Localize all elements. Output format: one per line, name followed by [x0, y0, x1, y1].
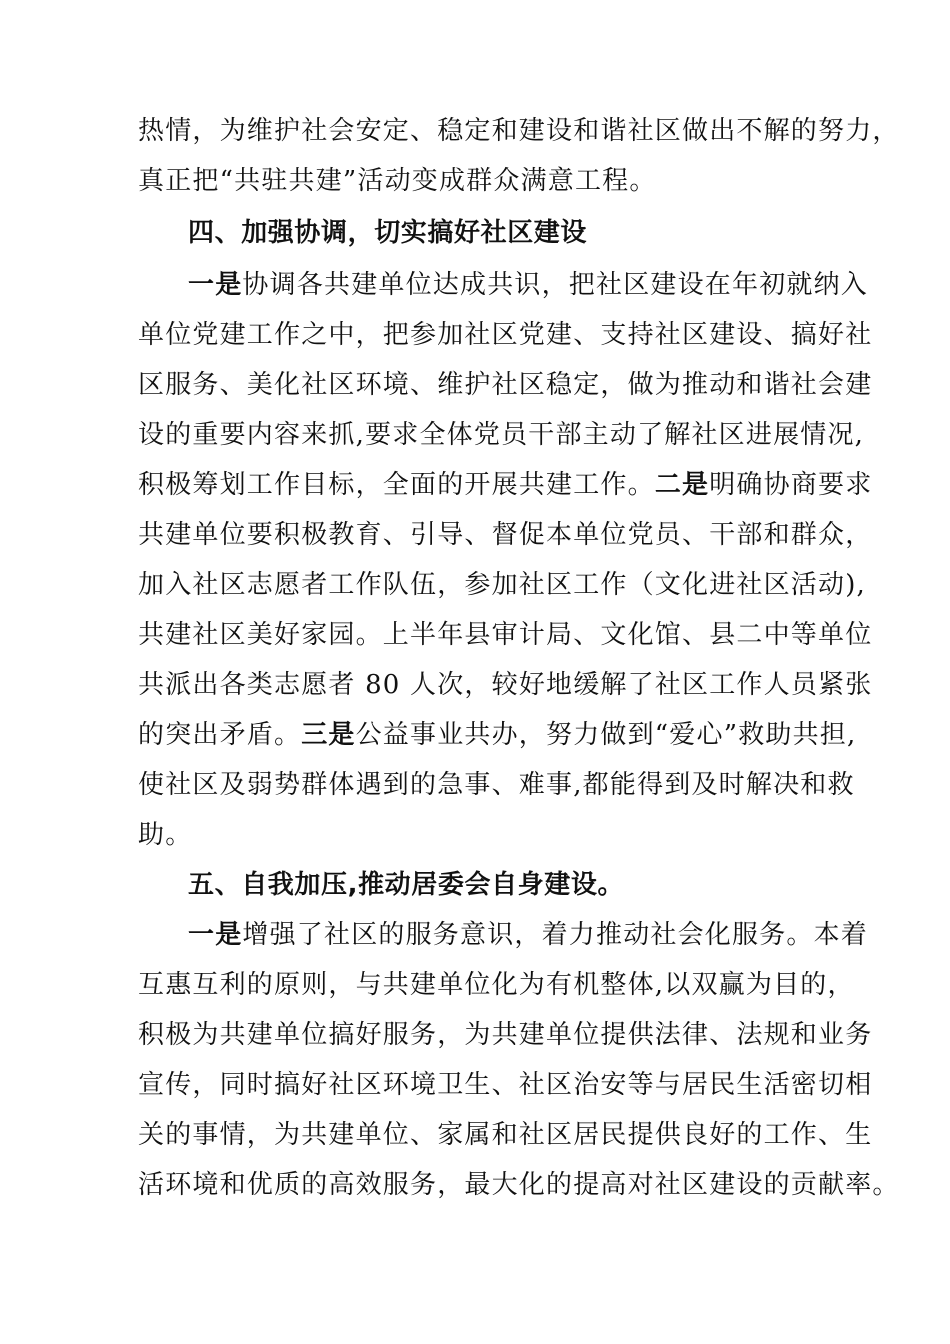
paragraph-line: 共建社区美好家园。上半年县审计局、文化馆、县二中等单位 — [138, 620, 873, 650]
paragraph-line: 互惠互利的原则，与共建单位化为有机整体,以双赢为目的， — [138, 970, 855, 1000]
paragraph-line: 加入社区志愿者工作队伍，参加社区工作（文化进社区活动), — [138, 570, 867, 600]
paragraph-line: 共建单位要积极教育、引导、督促本单位党员、干部和群众， — [138, 520, 873, 550]
paragraph-line: 积极为共建单位搞好服务，为共建单位提供法律、法规和业务 — [138, 1020, 873, 1050]
bold-lead: 一是 — [188, 920, 243, 950]
paragraph-line: 助。 — [138, 820, 193, 850]
bold-lead: 二是 — [654, 470, 710, 500]
paragraph-line — [188, 918, 869, 952]
section-heading: 五、自我加压,推动居委会自身建设。 — [188, 870, 625, 900]
paragraph-line — [138, 718, 857, 752]
paragraph-line — [138, 468, 873, 502]
paragraph-line — [188, 268, 869, 302]
line-text: 明确协商要求 — [709, 470, 873, 500]
paragraph-line: 宣传，同时搞好社区环境卫生、社区治安等与居民生活密切相 — [138, 1070, 873, 1100]
paragraph-line: 单位党建工作之中，把参加社区党建、支持社区建设、搞好社 — [138, 320, 873, 350]
line-text: 协调各共建单位达成共识，把社区建设在年初就纳入 — [242, 270, 869, 300]
paragraph-line: 关的事情，为共建单位、家属和社区居民提供良好的工作、生 — [138, 1120, 873, 1150]
bold-lead: 三是 — [301, 720, 356, 750]
line-text: 的突出矛盾。 — [138, 720, 302, 750]
paragraph-line: 活环境和优质的高效服务，最大化的提高对社区建设的贡献率。 — [138, 1170, 900, 1200]
line-text: 公益事业共办，努力做到“爱心”救助共担, — [355, 720, 857, 750]
paragraph-line: 使社区及弱势群体遇到的急事、难事,都能得到及时解决和救 — [138, 770, 855, 800]
line-text: 增强了社区的服务意识，着力推动社会化服务。本着 — [242, 920, 869, 950]
paragraph-line: 设的重要内容来抓,要求全体党员干部主动了解社区进展情况, — [138, 420, 865, 450]
paragraph-line: 共派出各类志愿者 80 人次，较好地缓解了社区工作人员紧张 — [138, 670, 873, 700]
paragraph-line: 区服务、美化社区环境、维护社区稳定，做为推动和谐社会建 — [138, 370, 873, 400]
paragraph-line: 热情，为维护社会安定、稳定和建设和谐社区做出不解的努力， — [138, 116, 900, 146]
line-text: 积极筹划工作目标，全面的开展共建工作。 — [138, 470, 655, 500]
bold-lead: 一是 — [188, 270, 243, 300]
section-heading: 四、加强协调，切实搞好社区建设 — [188, 218, 588, 248]
paragraph-line: 真正把“共驻共建”活动变成群众满意工程。 — [138, 166, 657, 196]
